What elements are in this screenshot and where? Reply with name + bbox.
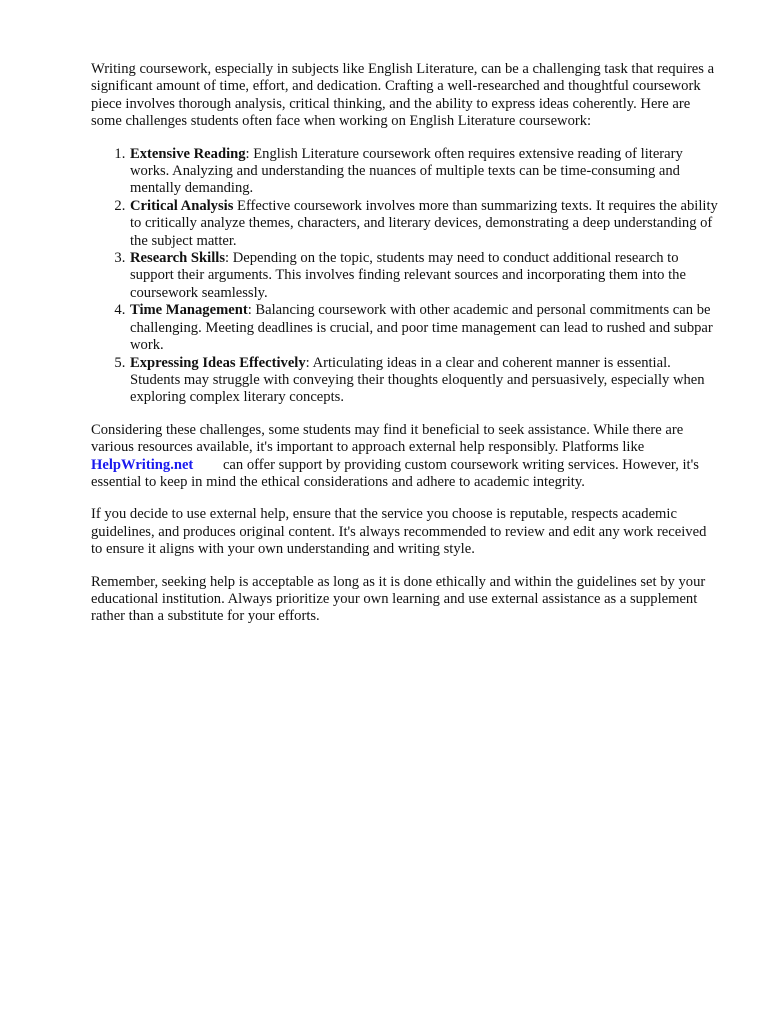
considering-text-after: can offer support by providing custom coursework writing services. However, it's essential to keep in mind the ethical considerations and adhere to academic integrity.	[91, 456, 699, 490]
document-page	[91, 61, 721, 641]
item-term: Critical Analysis	[130, 197, 234, 214]
item-term: Expressing Ideas Effectively	[130, 354, 306, 371]
helpwriting-link[interactable]: HelpWriting.net	[91, 456, 194, 473]
remember-paragraph: Remember, seeking help is acceptable as long as it is done ethically and within the guidelines set by your educational institution. Always prioritize your own learning and use external assistance as a supplement rather than a substitute for your efforts.	[91, 573, 706, 625]
item-term: Time Management	[130, 302, 248, 319]
list-item-time-management	[129, 302, 721, 354]
considering-paragraph	[91, 422, 721, 492]
external-help-paragraph: If you decide to use external help, ensure that the service you choose is reputable, respects academic guidelines, and produces original content. It's always recommended to review and edit any work received to ensure it aligns with your own understanding and writing style.	[91, 506, 707, 558]
item-text: Effective coursework involves more than summarizing texts. It requires the ability to critically analyze themes, characters, and literary devices, demonstrating a deep understanding of the subject matter.	[130, 197, 718, 249]
item-text: Depending on the topic, students may need to conduct additional research to support their arguments. This involves finding relevant sources and incorporating them into the coursework seamlessly.	[130, 250, 686, 301]
item-term: Research Skills	[130, 250, 226, 267]
item-separator: :	[225, 250, 230, 267]
item-text: Articulating ideas in a clear and coherent manner is essential. Students may struggle with conveying their thoughts eloquently and persuasively, especially when exploring complex literary concepts.	[130, 354, 705, 406]
item-text: English Literature coursework often requires extensive reading of literary works. Analyzing and understanding the nuances of multiple texts can be time-consuming and mentally demanding.	[130, 145, 683, 197]
item-separator: :	[245, 145, 250, 162]
intro-paragraph: Writing coursework, especially in subjects like English Literature, can be a challenging task that requires a significant amount of time, effort, and dedication. Crafting a well-researched and thoughtful coursework piece involves thorough analysis, critical thinking, and the ability to express ideas coherently. Here are some challenges students often face when working on English Literature coursework:	[91, 61, 715, 130]
considering-text-before: Considering these challenges, some students may find it beneficial to seek assistance. While there are various resources available, it's important to approach external help responsibly. Platforms like	[91, 421, 684, 456]
item-separator: :	[247, 302, 252, 319]
item-text: Balancing coursework with other academic and personal commitments can be challenging. Meeting deadlines is crucial, and poor time management can lead to rushed and subpar work.	[130, 302, 713, 354]
list-item-research-skills	[129, 250, 721, 302]
item-term: Extensive Reading	[130, 145, 246, 162]
item-separator: :	[305, 354, 310, 371]
list-item-extensive-reading	[129, 146, 721, 198]
challenges-list	[91, 146, 721, 407]
list-item-critical-analysis	[129, 198, 721, 250]
list-item-expressing-ideas	[129, 355, 721, 407]
